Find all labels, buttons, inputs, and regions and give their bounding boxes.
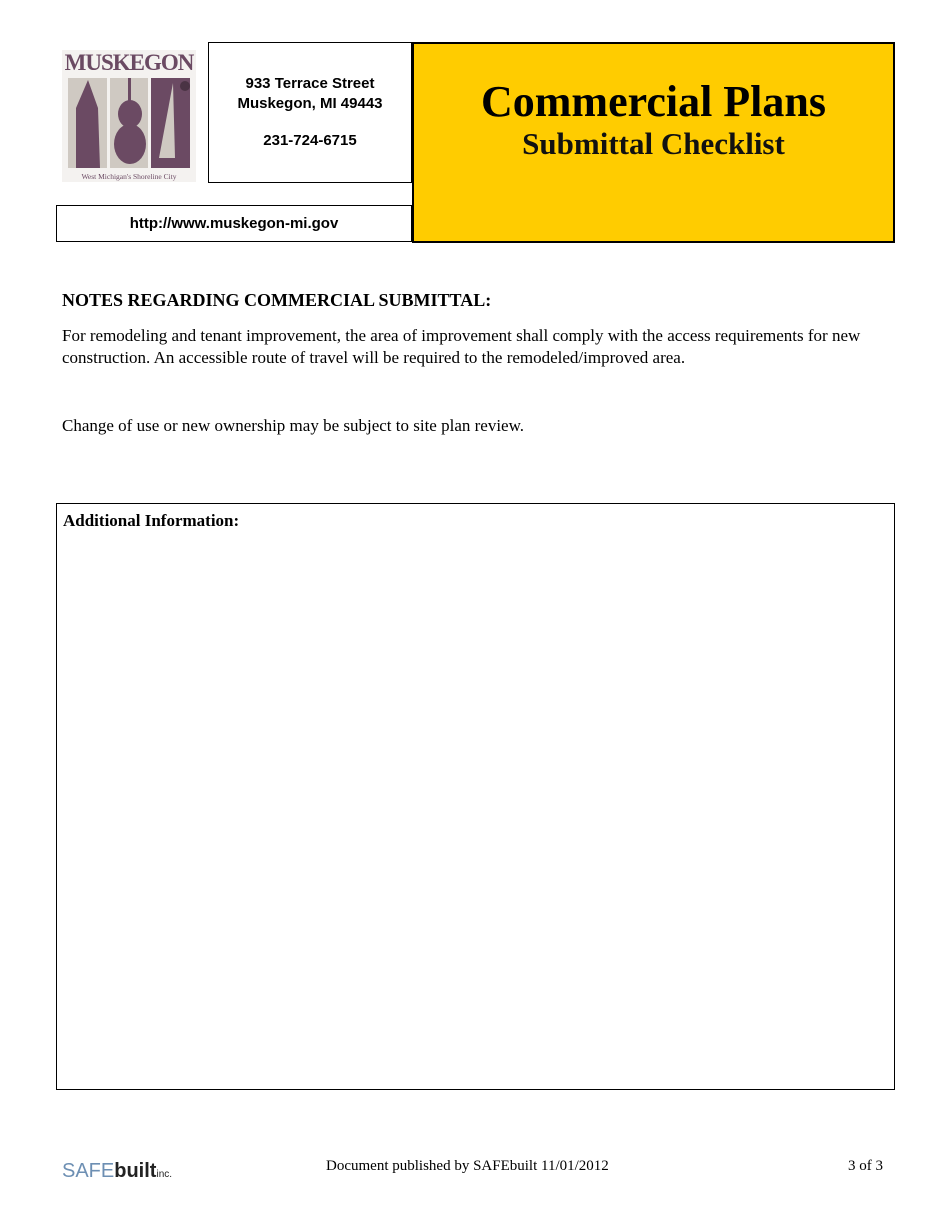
- logo-tagline: West Michigan's Shoreline City: [81, 172, 177, 181]
- published-note: Document published by SAFEbuilt 11/01/2012: [326, 1158, 609, 1174]
- address-line2: Muskegon, MI 49443: [237, 95, 383, 112]
- logo-inc: inc.: [156, 1169, 173, 1180]
- phone: 231-724-6715: [263, 132, 357, 149]
- website-link[interactable]: http://www.muskegon-mi.gov: [56, 205, 412, 242]
- notes-paragraph-1: For remodeling and tenant improvement, the area of improvement shall comply with the access requirements for new construction. An accessible route of travel will be required to the remodeled/improved area.: [62, 326, 861, 367]
- address-box: [208, 42, 412, 183]
- logo-image: [68, 78, 190, 168]
- additional-information-box[interactable]: [56, 503, 895, 1090]
- page-title: Commercial Plans: [480, 77, 827, 126]
- safebuilt-logo: [62, 1160, 172, 1183]
- logo-built: built: [114, 1160, 157, 1182]
- logo-safe: SAFE: [62, 1160, 115, 1182]
- muskegon-logo: [62, 50, 196, 182]
- logo-wordmark: MUSKEGON: [64, 50, 194, 75]
- notes-heading: NOTES REGARDING COMMERCIAL SUBMITTAL:: [62, 290, 492, 310]
- address-line1: 933 Terrace Street: [245, 75, 375, 92]
- additional-information-label: Additional Information:: [63, 511, 240, 530]
- page-number: 3 of 3: [848, 1158, 883, 1174]
- title-box: [412, 42, 895, 243]
- page-subtitle: Submittal Checklist: [522, 126, 785, 161]
- notes-paragraph-2: Change of use or new ownership may be subject to site plan review.: [62, 416, 525, 435]
